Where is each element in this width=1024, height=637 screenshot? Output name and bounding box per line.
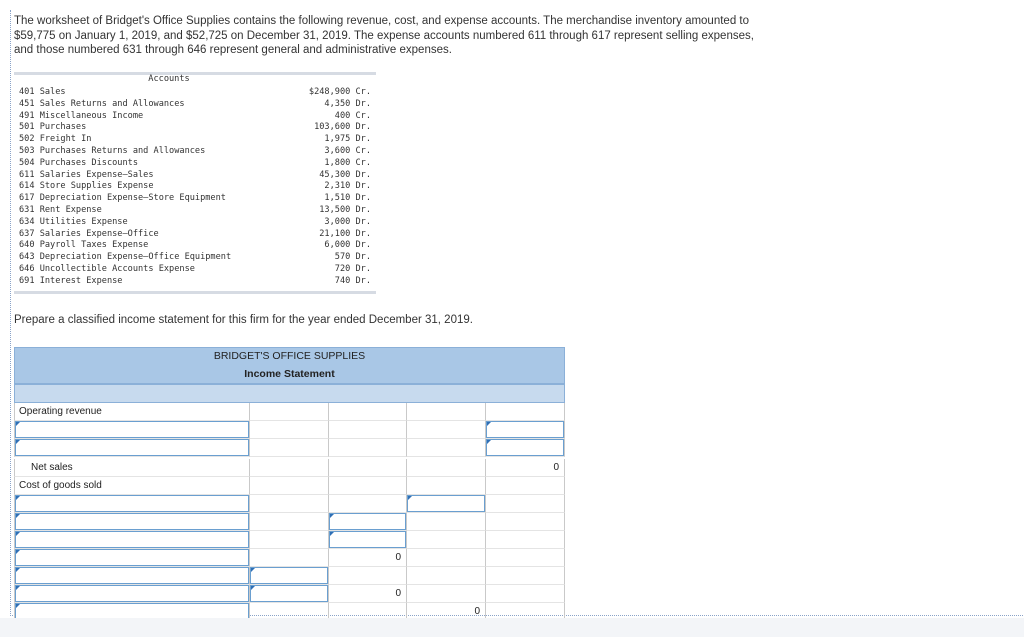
row-revenue-item-2 (14, 439, 565, 457)
account-label: 643 Depreciation Expense—Office Equipment (19, 252, 232, 263)
dropdown-indicator-icon (251, 568, 255, 572)
account-amount: 740 Dr. (334, 275, 371, 286)
accounts-table (14, 72, 376, 294)
account-row (19, 98, 371, 110)
dropdown-indicator-icon (16, 586, 20, 590)
account-label: 614 Store Supplies Expense (19, 181, 154, 192)
row-revenue-item-1 (14, 421, 565, 439)
date-row[interactable] (14, 384, 565, 403)
net-sales-label: Net sales (14, 459, 250, 477)
row-cogs-item-4 (14, 567, 565, 585)
problem-intro: The worksheet of Bridget's Office Supplies contains the following revenue, cost, and expense accounts. The merchandise inventory amounted to $59,775 on January 1, 2019, and $52,725 on December 31, 2019. The expense accounts numbered 611 through 617 represent selling expenses, and those numbered 631 through 646 represent general and administrative expenses. (14, 15, 754, 56)
account-label: 617 Depreciation Expense—Store Equipment (19, 193, 226, 204)
account-input[interactable] (15, 567, 249, 584)
row-cogs-subtotal-2 (14, 585, 565, 603)
account-input[interactable] (15, 513, 249, 530)
footer-strip (0, 618, 1024, 637)
account-row (19, 121, 371, 133)
account-amount: 21,100 Dr. (319, 228, 371, 239)
account-label: 451 Sales Returns and Allowances (19, 98, 185, 109)
statement-title: Income Statement (244, 368, 335, 380)
account-label: 691 Interest Expense (19, 275, 123, 286)
account-row (19, 133, 371, 145)
account-amount: 103,600 Dr. (314, 122, 371, 133)
dropdown-indicator-icon (16, 422, 20, 426)
income-statement (14, 347, 565, 617)
dropdown-indicator-icon (16, 514, 20, 518)
amount-input[interactable] (407, 495, 485, 512)
account-row (19, 239, 371, 251)
row-operating-revenue (14, 403, 565, 421)
account-label: 646 Uncollectible Accounts Expense (19, 264, 195, 274)
account-row (19, 263, 371, 275)
row-cogs-item-3 (14, 531, 565, 549)
account-input[interactable] (15, 531, 249, 548)
dropdown-indicator-icon (16, 604, 20, 608)
account-label: 504 Purchases Discounts (19, 157, 138, 168)
subtotal-value: 0 (329, 585, 407, 603)
account-row (19, 275, 371, 287)
account-label: 503 Purchases Returns and Allowances (19, 146, 206, 156)
account-amount: 3,600 Cr. (324, 146, 371, 156)
account-amount: 13,500 Dr. (319, 205, 371, 215)
account-row (19, 228, 371, 240)
row-cogs (14, 477, 565, 495)
dropdown-indicator-icon (16, 550, 20, 554)
account-amount: 400 Cr. (334, 110, 371, 121)
dropdown-indicator-icon (487, 440, 491, 444)
account-row (19, 110, 371, 122)
account-label: 501 Purchases (19, 122, 87, 133)
account-input[interactable] (15, 495, 249, 512)
cogs-total-value: 0 (407, 603, 486, 621)
dropdown-indicator-icon (487, 422, 491, 426)
net-sales-value: 0 (486, 459, 565, 477)
account-row (19, 157, 371, 169)
account-amount: 45,300 Dr. (319, 169, 371, 180)
question-prompt: Prepare a classified income statement for this firm for the year ended December 31, 2019. (14, 314, 473, 326)
company-name: BRIDGET'S OFFICE SUPPLIES (213, 350, 366, 362)
dropdown-indicator-icon (330, 532, 334, 536)
row-cogs-subtotal-1 (14, 549, 565, 567)
dropdown-indicator-icon (330, 514, 334, 518)
account-row (19, 216, 371, 228)
account-amount: $248,900 Cr. (308, 87, 371, 97)
account-amount: 6,000 Dr. (324, 240, 371, 251)
dropdown-indicator-icon (408, 496, 412, 500)
dropdown-indicator-icon (16, 440, 20, 444)
dropdown-indicator-icon (16, 532, 20, 536)
account-row (19, 180, 371, 192)
dropdown-indicator-icon (251, 586, 255, 590)
amount-input[interactable] (329, 513, 406, 530)
account-amount: 3,000 Dr. (324, 216, 371, 227)
account-amount: 4,350 Dr. (324, 98, 371, 109)
account-row (19, 192, 371, 204)
account-input[interactable] (15, 439, 249, 456)
operating-revenue-label: Operating revenue (14, 403, 250, 421)
account-label: 611 Salaries Expense—Sales (19, 169, 154, 180)
accounts-bottom-bar (14, 291, 376, 294)
account-row (19, 169, 371, 181)
account-input[interactable] (15, 585, 249, 602)
statement-grid (14, 403, 565, 617)
account-label: 401 Sales (19, 87, 66, 97)
amount-input[interactable] (486, 439, 564, 456)
amount-input[interactable] (250, 567, 328, 584)
account-label: 631 Rent Expense (19, 205, 102, 215)
account-amount: 570 Dr. (334, 252, 371, 263)
amount-input[interactable] (329, 531, 406, 548)
row-net-sales (14, 459, 565, 477)
account-label: 640 Payroll Taxes Expense (19, 240, 149, 251)
account-label: 637 Salaries Expense—Office (19, 228, 159, 239)
row-cogs-item-2 (14, 513, 565, 531)
account-row (19, 204, 371, 216)
account-amount: 1,800 Cr. (324, 157, 371, 168)
account-input[interactable] (15, 421, 249, 438)
dropdown-indicator-icon (16, 568, 20, 572)
account-amount: 2,310 Dr. (324, 181, 371, 192)
accounts-header: Accounts (148, 74, 190, 84)
account-input[interactable] (15, 549, 249, 566)
row-cogs-item-1 (14, 495, 565, 513)
statement-header (14, 347, 565, 384)
cogs-label: Cost of goods sold (14, 477, 250, 495)
subtotal-value: 0 (329, 549, 407, 567)
account-row (19, 145, 371, 157)
account-amount: 720 Dr. (334, 264, 371, 274)
account-row (19, 251, 371, 263)
account-row (19, 86, 371, 98)
amount-input[interactable] (486, 421, 564, 438)
account-amount: 1,510 Dr. (324, 193, 371, 204)
account-label: 491 Miscellaneous Income (19, 110, 144, 121)
account-label: 634 Utilities Expense (19, 216, 128, 227)
amount-input[interactable] (250, 585, 328, 602)
dropdown-indicator-icon (16, 496, 20, 500)
account-label: 502 Freight In (19, 134, 92, 145)
account-amount: 1,975 Dr. (324, 134, 371, 145)
